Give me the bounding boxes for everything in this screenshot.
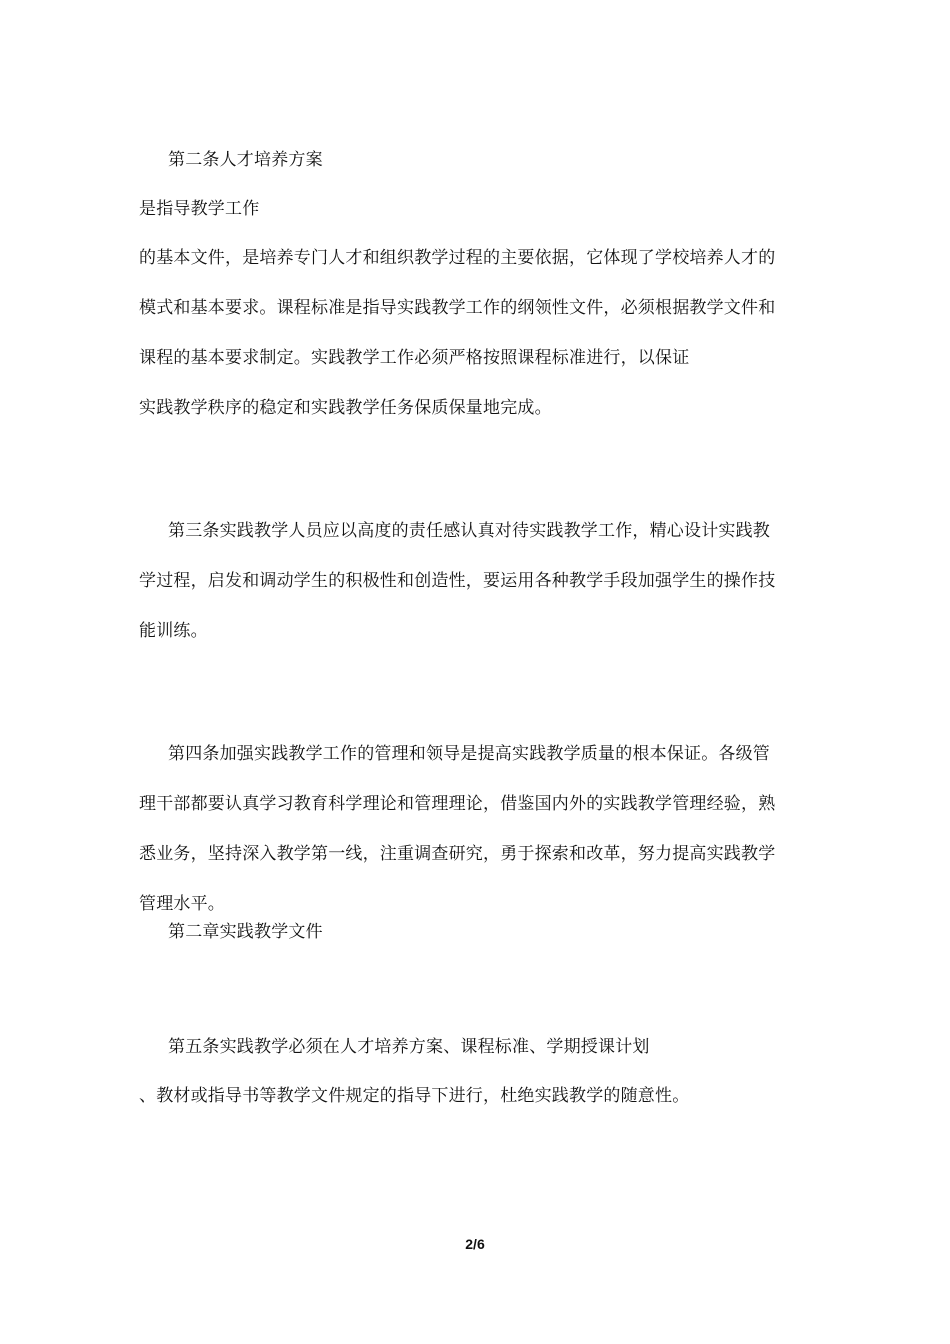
page-number: 2/6 [465,1236,485,1252]
article-4-line-2: 理干部都要认真学习教育科学理论和管理理论，借鉴国内外的实践教学管理经验，熟 [139,794,776,814]
article-4-line-3: 悉业务，坚持深入教学第一线，注重调查研究，勇于探索和改革，努力提高实践教学 [139,844,776,864]
article-2-line-2: 是指导教学工作 [139,199,260,219]
article-2-line-5: 课程的基本要求制定。实践教学工作必须严格按照课程标准进行，以保证 [139,348,690,368]
article-4-line-1: 第四条加强实践教学工作的管理和领导是提高实践教学质量的根本保证。各级管 [168,744,770,764]
article-2-line-4: 模式和基本要求。课程标准是指导实践教学工作的纲领性文件，必须根据教学文件和 [139,298,776,318]
article-5-line-2: 、教材或指导书等教学文件规定的指导下进行，杜绝实践教学的随意性。 [139,1086,690,1106]
article-2-line-3: 的基本文件，是培养专门人才和组织教学过程的主要依据，它体现了学校培养人才的 [139,248,776,268]
article-4-line-4: 管理水平。 [139,894,225,914]
article-2-line-1: 第二条人才培养方案 [168,150,323,170]
article-3-line-2: 学过程，启发和调动学生的积极性和创造性，要运用各种教学手段加强学生的操作技 [139,571,776,591]
article-5-line-1: 第五条实践教学必须在人才培养方案、课程标准、学期授课计划 [168,1037,650,1057]
article-3-line-1: 第三条实践教学人员应以高度的责任感认真对待实践教学工作，精心设计实践教 [168,521,770,541]
article-2-line-6: 实践教学秩序的稳定和实践教学任务保质保量地完成。 [139,398,552,418]
chapter-2-title: 第二章实践教学文件 [168,922,323,942]
article-3-line-3: 能训练。 [139,621,208,641]
